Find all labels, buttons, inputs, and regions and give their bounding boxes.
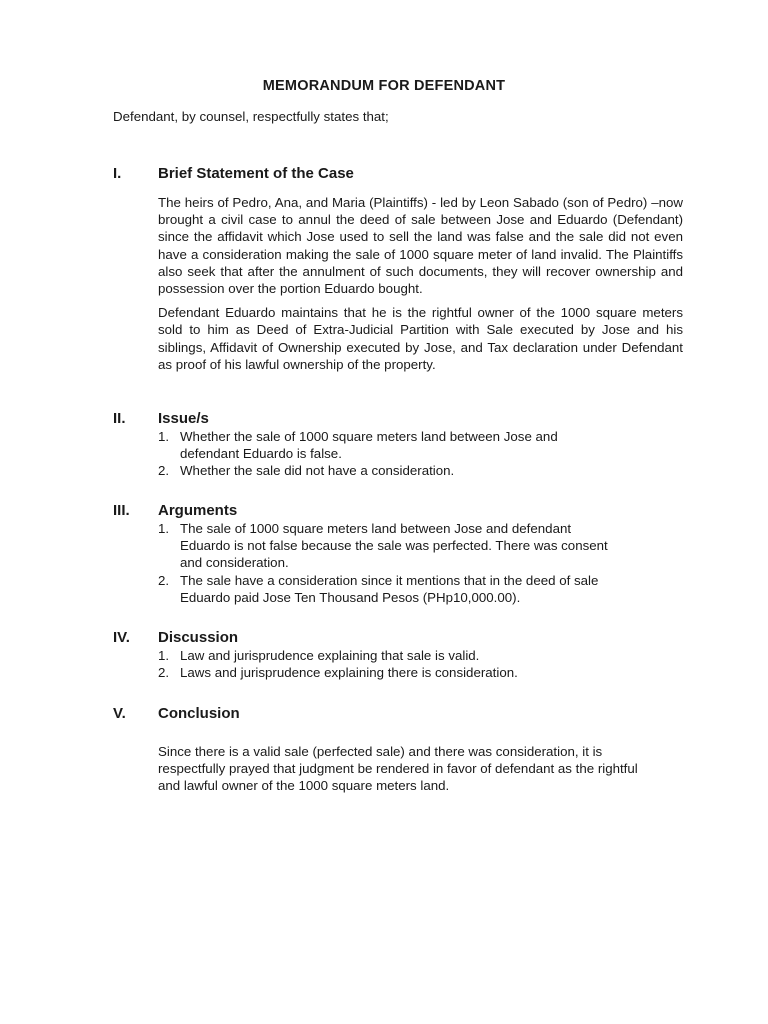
- paragraph: Since there is a valid sale (perfected sale) and there was consideration, it is respectfully prayed that judgment be rendered in favor of defendant as the rightful and lawful owner of the 1000 square meters land.: [158, 744, 638, 794]
- section-body: [158, 743, 643, 795]
- paragraph: Defendant Eduardo maintains that he is the rightful owner of the 1000 square meters sold to him as Deed of Extra-Judicial Partition with Sale executed by Jose and his siblings, Affidavit of Ownership executed by Jose, and Tax declaration under Defendant as proof of his lawful ownership of the property.: [158, 305, 683, 372]
- list-text: Whether the sale did not have a consideration.: [180, 463, 455, 479]
- document-title: MEMORANDUM FOR DEFENDANT: [262, 78, 506, 94]
- paragraph: The heirs of Pedro, Ana, and Maria (Plaintiffs) - led by Leon Sabado (son of Pedro) –now brought a civil case to annul the deed of sale between Jose and Eduardo (Defendant) since the affidavit which Jose used to sell the land was false and the sale did not even have a consideration making the sale of 1000 square meter of land invalid. The Plaintiffs also seek that after the annulment of such documents, they will recover ownership and possession over the portion Eduardo bought.: [158, 195, 683, 297]
- section-body: [158, 647, 683, 681]
- list-item: [158, 572, 618, 606]
- section-numeral: IV.: [113, 629, 130, 646]
- section-body: [158, 428, 588, 480]
- section-title: Brief Statement of the Case: [158, 165, 354, 182]
- numbered-list: [158, 520, 618, 606]
- list-text: Law and jurisprudence explaining that sale is valid.: [180, 648, 480, 663]
- list-text: The sale have a consideration since it mentions that in the deed of sale Eduardo paid Jose Ten Thousand Pesos (PHp10,000.00).: [180, 572, 599, 605]
- list-number: 2.: [158, 665, 170, 681]
- intro-line: Defendant, by counsel, respectfully states that;: [113, 109, 389, 124]
- section-issues: [113, 410, 683, 480]
- numbered-list: [158, 428, 588, 480]
- list-number: 1.: [158, 521, 170, 536]
- list-item: [158, 428, 588, 462]
- section-heading: [113, 705, 683, 722]
- list-number: 1.: [158, 429, 170, 444]
- section-heading: [113, 410, 683, 427]
- section-discussion: [113, 629, 683, 681]
- section-title: Discussion: [158, 629, 239, 646]
- section-conclusion: [113, 705, 683, 795]
- section-heading: [113, 629, 683, 646]
- section-body: [158, 194, 683, 373]
- section-title: Arguments: [158, 502, 238, 519]
- list-number: 2.: [158, 572, 170, 588]
- section-heading: [113, 502, 683, 519]
- section-brief-statement: [113, 165, 683, 373]
- list-number: 2.: [158, 463, 170, 479]
- section-title: Issue/s: [158, 410, 209, 427]
- list-item: [158, 664, 683, 681]
- section-heading: [113, 165, 683, 182]
- section-numeral: II.: [113, 410, 126, 427]
- numbered-list: [158, 647, 683, 681]
- list-text: The sale of 1000 square meters land between Jose and defendant Eduardo is not false because the sale was perfected. There was consent and consideration.: [180, 521, 608, 571]
- list-item: [158, 462, 588, 479]
- section-numeral: I.: [113, 165, 122, 182]
- list-text: Whether the sale of 1000 square meters land between Jose and defendant Eduardo is false.: [180, 429, 558, 462]
- section-arguments: [113, 502, 683, 606]
- list-text: Laws and jurisprudence explaining there is consideration.: [180, 665, 518, 681]
- section-numeral: V.: [113, 705, 126, 722]
- list-item: [158, 520, 618, 572]
- list-item: [158, 647, 683, 664]
- section-body: [158, 520, 618, 606]
- section-title: Conclusion: [158, 705, 240, 722]
- section-numeral: III.: [113, 502, 130, 519]
- list-number: 1.: [158, 648, 170, 663]
